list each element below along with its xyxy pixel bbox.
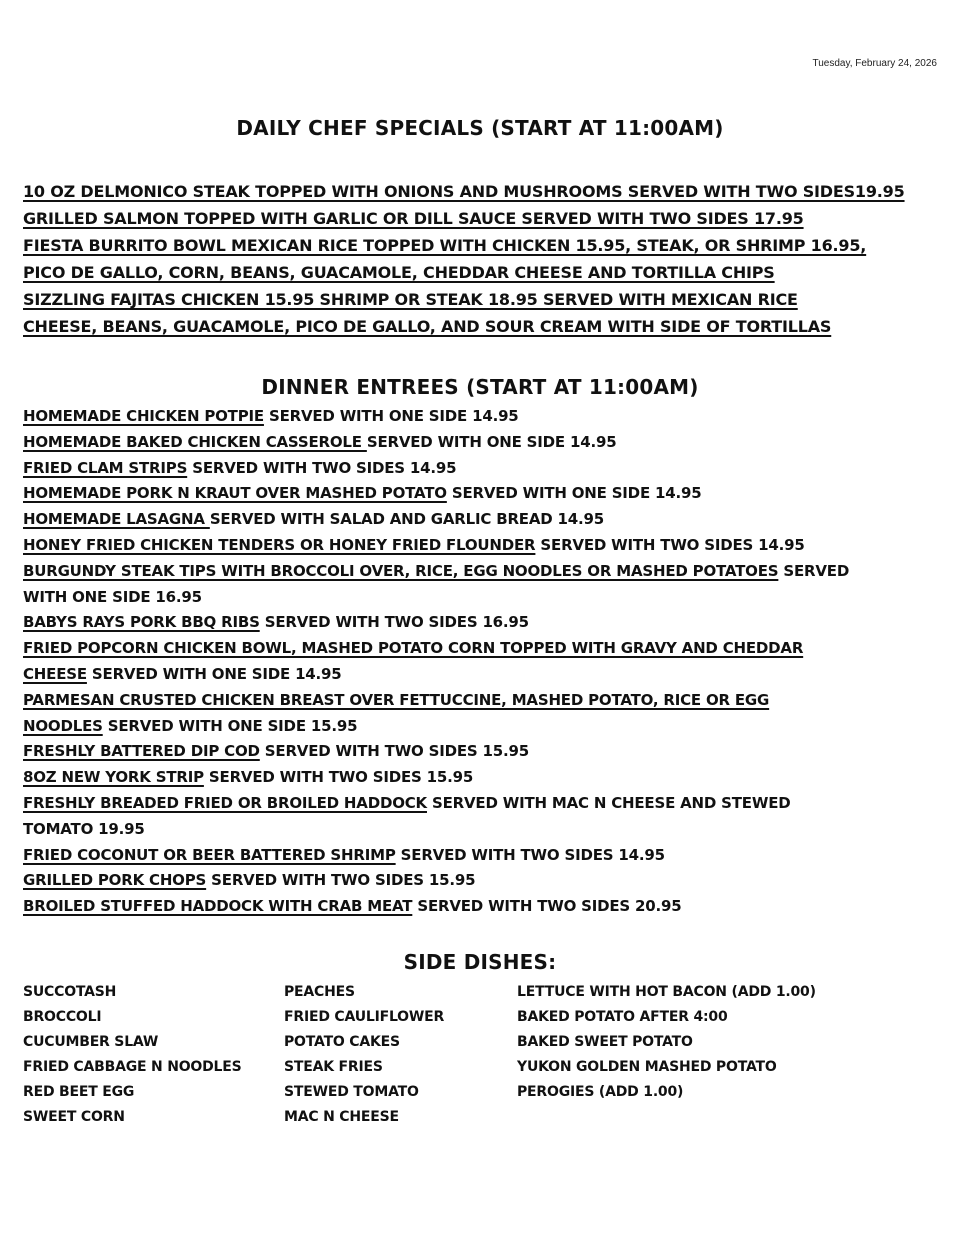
entree-line — [23, 403, 924, 429]
side-dish-item: LETTUCE WITH HOT BACON (ADD 1.00) — [517, 984, 816, 1000]
entree-line — [23, 609, 924, 635]
entree-description: SERVED WITH TWO SIDES 15.95 — [259, 742, 529, 761]
entree-name: 8OZ NEW YORK STRIP — [23, 768, 204, 787]
side-dish-item: FRIED CABBAGE N NOODLES — [23, 1059, 242, 1075]
entree-description: SERVED WITH ONE SIDE 14.95 — [366, 432, 617, 451]
entree-name: BROILED STUFFED HADDOCK WITH CRAB MEAT — [23, 897, 413, 916]
entree-name: FRIED POPCORN CHICKEN BOWL, MASHED POTATO CORN TOPPED WITH GRAVY AND CHEDDAR — [23, 639, 804, 658]
entree-name: NOODLES — [23, 716, 103, 735]
side-dish-item: POTATO CAKES — [284, 1034, 400, 1050]
entree-description: SERVED WITH ONE SIDE 14.95 — [446, 484, 702, 503]
side-dish-item: PEACHES — [284, 984, 355, 1000]
side-dish-item: CUCUMBER SLAW — [23, 1034, 159, 1050]
entree-line — [23, 480, 924, 506]
entree-description: SERVED WITH ONE SIDE 15.95 — [102, 716, 358, 735]
entree-description: SERVED WITH TWO SIDES 14.95 — [187, 458, 457, 477]
entree-name: HOMEMADE LASAGNA — [23, 510, 210, 529]
entree-line — [23, 764, 924, 790]
entree-line — [23, 867, 924, 893]
entree-name: HOMEMADE CHICKEN POTPIE — [23, 407, 264, 425]
side-dish-item: BAKED POTATO AFTER 4:00 — [517, 1009, 728, 1025]
side-dishes-column-1 — [23, 980, 242, 1130]
special-line: FIESTA BURRITO BOWL MEXICAN RICE TOPPED WITH CHICKEN 15.95, STEAK, OR SHRIMP 16.95, — [23, 236, 867, 255]
entree-name: BABYS RAYS PORK BBQ RIBS — [23, 613, 260, 632]
entree-name: HONEY FRIED CHICKEN TENDERS OR HONEY FRIED FLOUNDER — [23, 536, 536, 554]
side-dishes-heading: SIDE DISHES: — [403, 950, 557, 974]
entree-description: SERVED WITH SALAD AND GARLIC BREAD 14.95 — [209, 510, 604, 529]
entree-line — [23, 713, 924, 739]
entree-description: SERVED WITH TWO SIDES 20.95 — [412, 897, 682, 916]
side-dish-item: FRIED CAULIFLOWER — [284, 1009, 445, 1025]
side-dish-item: SWEET CORN — [23, 1109, 125, 1125]
entree-name: FRESHLY BREADED FRIED OR BROILED HADDOCK — [23, 794, 427, 812]
side-dishes-column-3 — [517, 980, 816, 1105]
entree-line — [23, 816, 924, 842]
entree-description: SERVED WITH ONE SIDE 14.95 — [263, 407, 519, 425]
entree-line — [23, 558, 924, 584]
side-dish-item: BROCCOLI — [23, 1009, 102, 1025]
side-dishes-column-2 — [284, 980, 444, 1130]
side-dish-item: BAKED SWEET POTATO — [517, 1034, 693, 1050]
entree-description: SERVED WITH MAC N CHEESE AND STEWED — [426, 794, 791, 812]
entree-line — [23, 455, 924, 481]
entree-description: SERVED WITH TWO SIDES 15.95 — [206, 871, 476, 890]
entree-line — [23, 661, 924, 687]
special-line: GRILLED SALMON TOPPED WITH GARLIC OR DILL SAUCE SERVED WITH TWO SIDES 17.95 — [23, 209, 804, 228]
side-dish-item: YUKON GOLDEN MASHED POTATO — [517, 1059, 777, 1075]
entree-name: GRILLED PORK CHOPS — [23, 871, 207, 890]
side-dish-item: SUCCOTASH — [23, 984, 117, 1000]
entree-name: FRIED COCONUT OR BEER BATTERED SHRIMP — [23, 845, 396, 864]
special-line: 10 OZ DELMONICO STEAK TOPPED WITH ONIONS AND MUSHROOMS SERVED WITH TWO SIDES19.95 — [23, 182, 905, 201]
entree-name: HOMEMADE BAKED CHICKEN CASSEROLE — [23, 432, 367, 451]
side-dish-item: RED BEET EGG — [23, 1084, 135, 1100]
entree-line — [23, 532, 924, 558]
dinner-entrees-heading: DINNER ENTREES (START AT 11:00AM) — [261, 375, 699, 399]
entree-line — [23, 738, 924, 764]
entree-line — [23, 893, 924, 919]
special-line: SIZZLING FAJITAS CHICKEN 15.95 SHRIMP OR STEAK 18.95 SERVED WITH MEXICAN RICE — [23, 290, 798, 309]
daily-specials-heading: DAILY CHEF SPECIALS (START AT 11:00AM) — [236, 116, 724, 140]
special-line: PICO DE GALLO, CORN, BEANS, GUACAMOLE, CHEDDAR CHEESE AND TORTILLA CHIPS — [23, 263, 775, 282]
entree-name: PARMESAN CRUSTED CHICKEN BREAST OVER FETTUCCINE, MASHED POTATO, RICE OR EGG — [23, 690, 770, 709]
entree-description: TOMATO 19.95 — [23, 819, 145, 838]
special-line: CHEESE, BEANS, GUACAMOLE, PICO DE GALLO, AND SOUR CREAM WITH SIDE OF TORTILLAS — [23, 317, 832, 336]
entree-name: FRIED CLAM STRIPS — [23, 458, 188, 477]
entree-description: SERVED — [778, 561, 850, 580]
entree-line — [23, 635, 924, 661]
entree-line — [23, 429, 924, 455]
entree-description: SERVED WITH TWO SIDES 14.95 — [395, 845, 665, 864]
entree-name: BURGUNDY STEAK TIPS WITH BROCCOLI OVER, RICE, EGG NOODLES OR MASHED POTATOES — [23, 561, 779, 580]
entree-description: SERVED WITH TWO SIDES 16.95 — [259, 613, 529, 632]
side-dish-item: STEWED TOMATO — [284, 1084, 419, 1100]
side-dish-item: MAC N CHEESE — [284, 1109, 399, 1125]
side-dish-item: PEROGIES (ADD 1.00) — [517, 1084, 684, 1100]
entree-line — [23, 842, 924, 868]
side-dish-item: STEAK FRIES — [284, 1059, 383, 1075]
entree-line — [23, 687, 924, 713]
entree-description: WITH ONE SIDE 16.95 — [23, 587, 202, 606]
menu-date: Tuesday, February 24, 2026 — [812, 58, 937, 69]
entree-description: SERVED WITH TWO SIDES 15.95 — [203, 768, 474, 787]
entree-line — [23, 584, 924, 610]
entree-name: CHEESE — [23, 665, 87, 683]
entree-description: SERVED WITH ONE SIDE 14.95 — [86, 665, 342, 683]
entree-line — [23, 790, 924, 816]
entree-name: HOMEMADE PORK N KRAUT OVER MASHED POTATO — [23, 484, 447, 503]
entree-description: SERVED WITH TWO SIDES 14.95 — [535, 536, 805, 554]
entree-line — [23, 506, 924, 532]
entree-name: FRESHLY BATTERED DIP COD — [23, 742, 260, 761]
